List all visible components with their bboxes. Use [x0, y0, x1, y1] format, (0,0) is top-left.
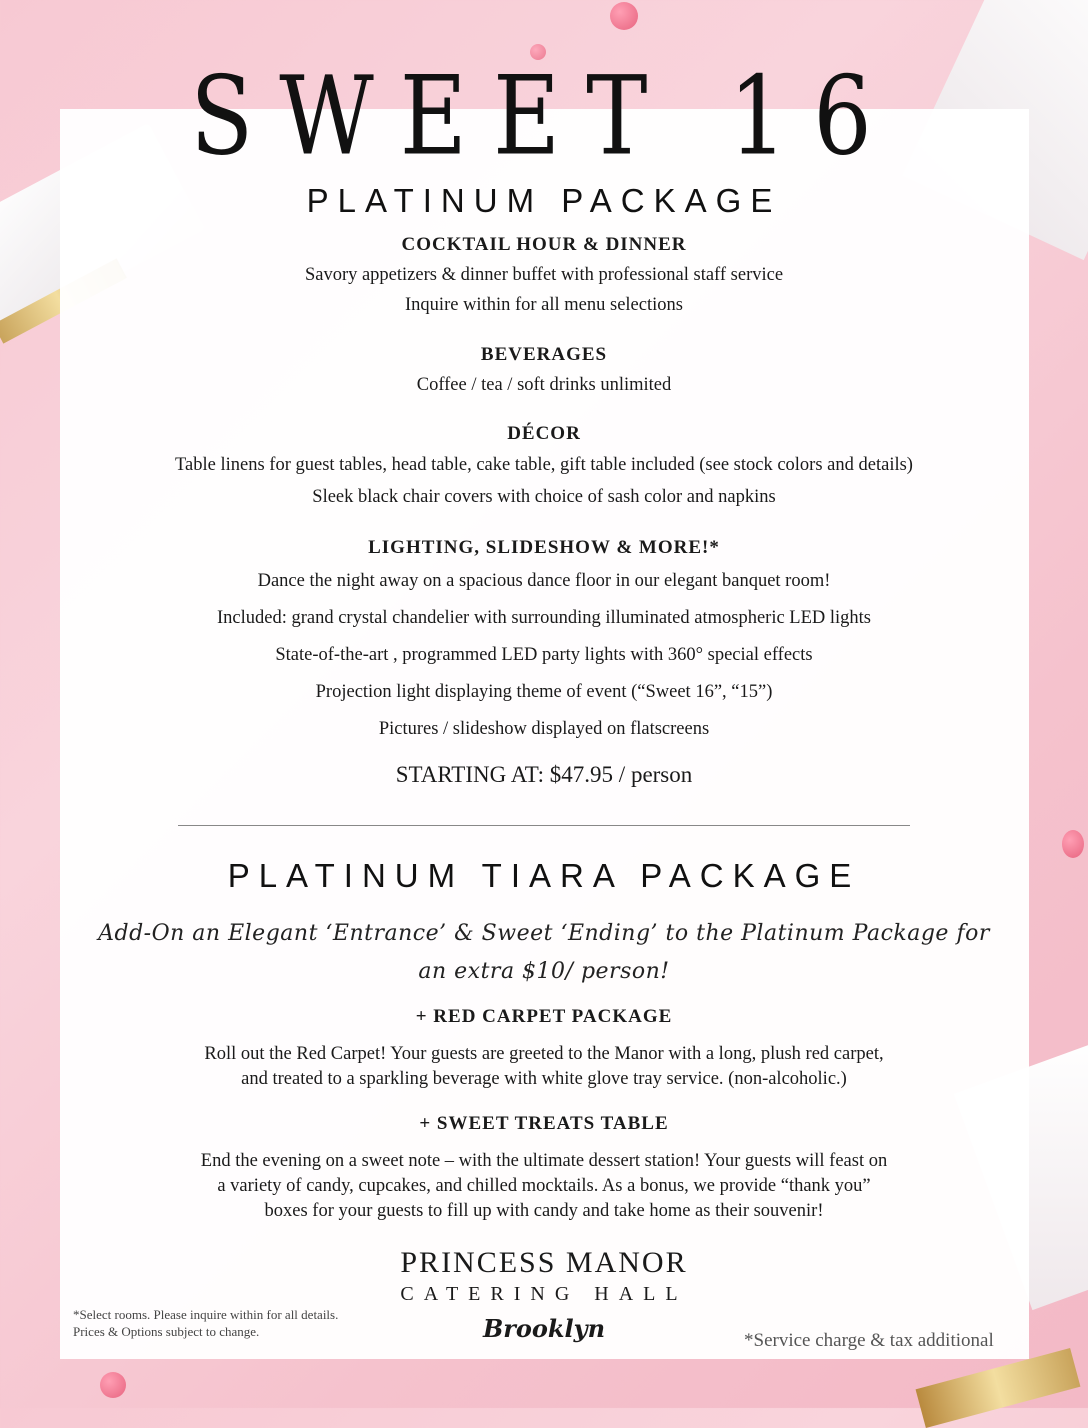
section-line: boxes for your guests to fill up with candy and take home as their souvenir! — [264, 1201, 824, 1221]
logo-location: Brooklyn — [482, 1314, 606, 1343]
candy-ball-decoration — [1062, 830, 1084, 858]
section-sweet-treats — [0, 1113, 1088, 1224]
section-heading: + SWEET TREATS TABLE — [419, 1113, 669, 1134]
section-lighting — [0, 537, 1088, 748]
section-divider — [178, 825, 910, 826]
section-line: Dance the night away on a spacious dance floor in our elegant banquet room! — [257, 571, 831, 591]
logo-subtitle: CATERING HALL — [400, 1283, 688, 1305]
addon-line: an extra $10/ person! — [418, 959, 670, 984]
section-line: a variety of candy, cupcakes, and chilled mocktails. As a bonus, we provide “thank you” — [217, 1176, 871, 1196]
footnote-select-rooms: *Select rooms. Please inquire within for all details. Prices & Options subject to change. — [73, 1307, 339, 1339]
page-title: SWEET 16 — [190, 53, 898, 180]
section-line: Coffee / tea / soft drinks unlimited — [416, 375, 672, 395]
section-decor — [0, 423, 1088, 513]
section-line: Included: grand crystal chandelier with surrounding illuminated atmospheric LED lights — [216, 608, 871, 628]
section-line: Pictures / slideshow displayed on flatscreens — [378, 719, 710, 739]
section-line: Table linens for guest tables, head table, cake table, gift table included (see stock colors and details) — [175, 455, 913, 475]
logo-name: PRINCESS MANOR — [400, 1246, 688, 1279]
section-beverages — [0, 344, 1088, 400]
price-block — [0, 762, 1088, 788]
section-heading: BEVERAGES — [480, 344, 608, 365]
section-line: Inquire within for all menu selections — [405, 295, 683, 315]
starting-price: STARTING AT: $47.95 / person — [395, 762, 693, 787]
section-line: Projection light displaying theme of event (“Sweet 16”, “15”) — [315, 682, 773, 702]
section-cocktail-dinner — [0, 234, 1088, 320]
addon-description — [0, 915, 1088, 991]
candy-ball-decoration — [100, 1372, 126, 1398]
section-line: Roll out the Red Carpet! Your guests are greeted to the Manor with a long, plush red carpet, — [204, 1044, 884, 1064]
section-line: State-of-the-art , programmed LED party lights with 360° special effects — [275, 645, 813, 665]
gold-ribbon-decoration — [916, 1348, 1081, 1428]
platinum-package-title: PLATINUM PACKAGE — [306, 182, 782, 219]
footnote-service-charge: *Service charge & tax additional — [744, 1330, 994, 1351]
section-heading: DÉCOR — [507, 423, 581, 444]
tiara-package-title: PLATINUM TIARA PACKAGE — [227, 857, 861, 894]
section-heading: + RED CARPET PACKAGE — [415, 1006, 673, 1027]
candy-ball-decoration — [610, 2, 638, 30]
addon-line: Add-On an Elegant ‘Entrance’ & Sweet ‘Ending’ to the Platinum Package for — [98, 921, 990, 946]
section-heading: LIGHTING, SLIDESHOW & MORE!* — [368, 537, 720, 558]
section-line: and treated to a sparkling beverage with white glove tray service. (non-alcoholic.) — [241, 1069, 847, 1089]
section-line: Sleek black chair covers with choice of sash color and napkins — [312, 487, 776, 507]
section-red-carpet — [0, 1006, 1088, 1092]
section-line: Savory appetizers & dinner buffet with professional staff service — [304, 265, 784, 285]
section-line: End the evening on a sweet note – with the ultimate dessert station! Your guests will feast on — [200, 1151, 888, 1171]
section-heading: COCKTAIL HOUR & DINNER — [401, 234, 687, 255]
